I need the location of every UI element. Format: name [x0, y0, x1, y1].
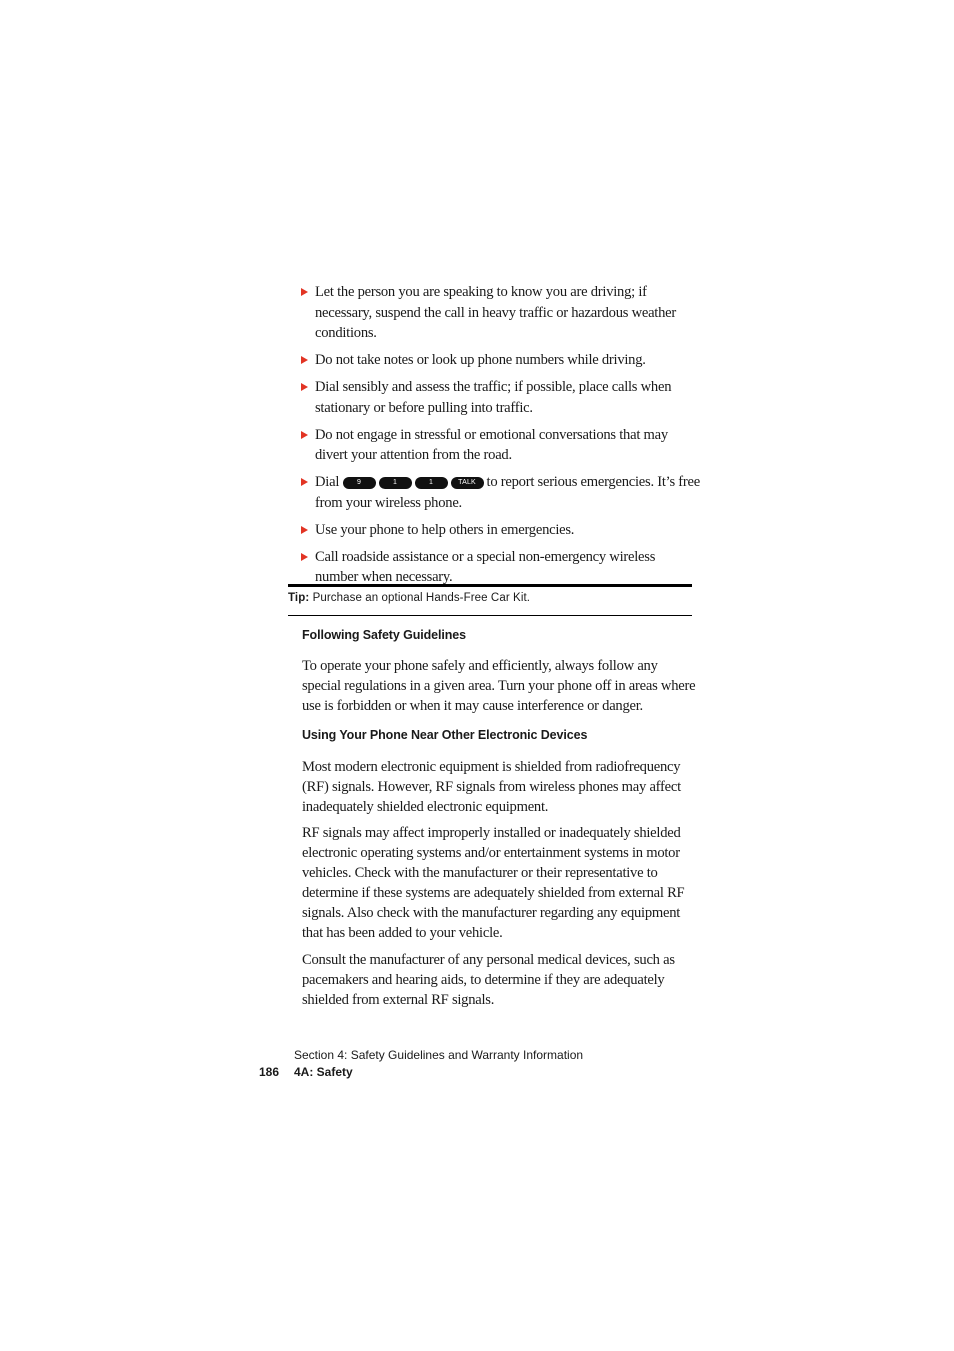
key-1-icon: 1 [415, 477, 448, 489]
tip-content: Purchase an optional Hands-Free Car Kit. [312, 592, 531, 604]
list-item [300, 425, 700, 466]
page-number: 186 [259, 1065, 280, 1079]
list-item [300, 547, 700, 588]
bullet-suffix: to report serious emergencies. It’s free from your wireless phone. [315, 474, 700, 511]
bullet-text: Let the person you are speaking to know you are driving; if necessary, suspend the call in heavy traffic or hazardous weather conditions. [315, 284, 676, 341]
tip-text [288, 592, 530, 604]
bullet-text: Do not take notes or look up phone numbers while driving. [315, 352, 646, 368]
bullet-arrow-icon [301, 288, 308, 296]
list-item [300, 282, 700, 344]
list-item [300, 520, 700, 541]
list-item [300, 472, 700, 513]
safety-tips-list [300, 282, 700, 594]
bullet-text: Do not engage in stressful or emotional conversations that may divert your attention from the road. [315, 426, 668, 463]
bullet-prefix: Dial [315, 474, 340, 490]
list-item [300, 350, 700, 371]
bullet-arrow-icon [301, 383, 308, 391]
bullet-text: Use your phone to help others in emergencies. [315, 521, 575, 538]
tip-box [288, 584, 692, 616]
bullet-text: Dial sensibly and assess the traffic; if possible, place calls when stationary or before pulling into traffic. [315, 379, 672, 416]
key-1-icon: 1 [379, 477, 412, 489]
key-talk-icon: TALK [451, 477, 484, 489]
paragraph: Consult the manufacturer of any personal medical devices, such as pacemakers and hearing aids, to determine if they are adequately shielded from external RF signals. [302, 952, 675, 1008]
section-heading-safety-guidelines: Following Safety Guidelines [302, 628, 466, 642]
list-item [300, 377, 700, 418]
paragraph: To operate your phone safely and efficiently, always follow any special regulations in a given area. Turn your phone off in areas where use is forbidden or when it may cause interference or danger. [302, 658, 696, 714]
bullet-arrow-icon [301, 526, 308, 534]
paragraph: RF signals may affect improperly installed or inadequately shielded electronic operating systems and/or entertainment systems in motor vehicles. Check with the manufacturer or their representative to determine if these systems are adequately shielded from external RF signals. Also check with the manufacturer regarding any equipment that has been added to your vehicle. [302, 825, 685, 941]
footer-section-title: Section 4: Safety Guidelines and Warranty Information [294, 1048, 584, 1062]
bullet-text: Call roadside assistance or a special non-emergency wireless number when necessary. [315, 548, 656, 585]
tip-label: Tip: [288, 592, 310, 604]
key-9-icon: 9 [343, 477, 376, 489]
section-heading-electronic-devices: Using Your Phone Near Other Electronic Devices [302, 728, 588, 742]
footer-chapter: 4A: Safety [294, 1065, 353, 1079]
bullet-arrow-icon [301, 553, 308, 561]
bullet-arrow-icon [301, 431, 308, 439]
paragraph: Most modern electronic equipment is shielded from radiofrequency (RF) signals. However, RF signals from wireless phones may affect inadequately shielded electronic equipment. [302, 759, 681, 815]
bullet-arrow-icon [301, 478, 308, 486]
bullet-arrow-icon [301, 356, 308, 364]
